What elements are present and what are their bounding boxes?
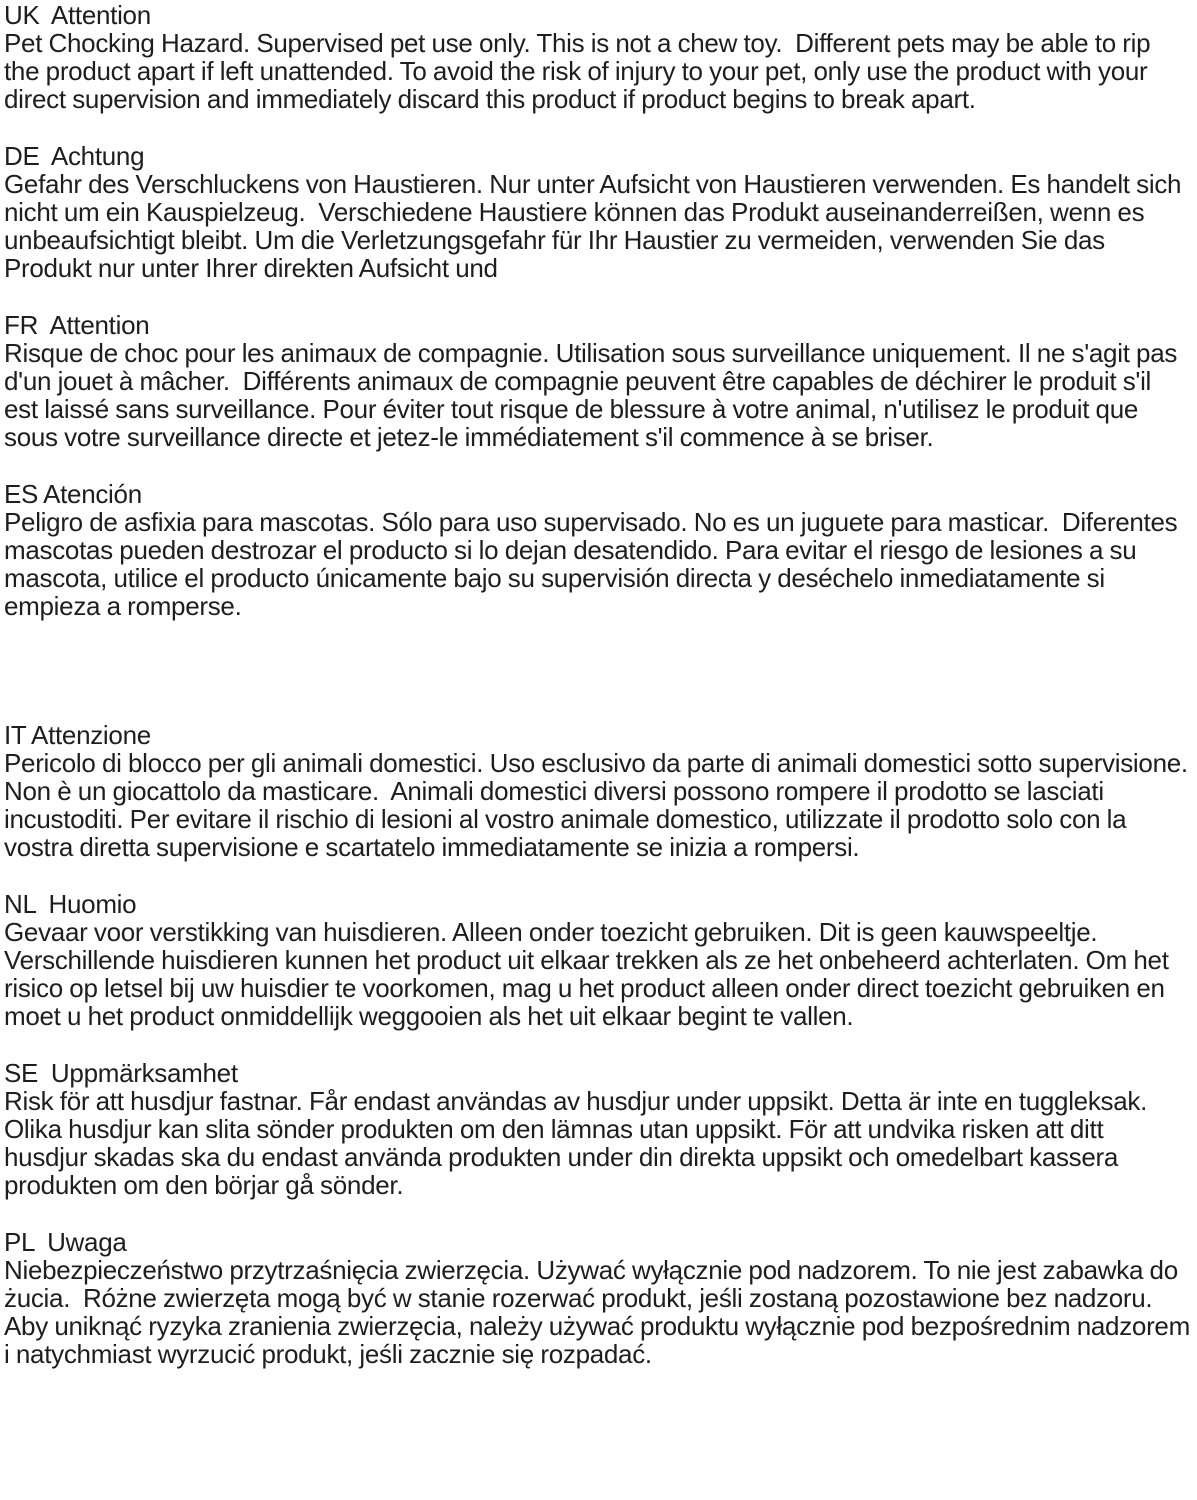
section-body-nl: Gevaar voor verstikking van huisdieren. Alleen onder toezicht gebruiken. Dit is geen kauwspeeltje. Verschillende huisdieren kunnen het product uit elkaar trekken als ze het onbeheerd achterlaten. Om het risico op letsel bij uw huisdier te voorkomen, mag u het product alleen onder direct toezicht gebruiken en moet u het product onmiddellijk weggooien als het uit elkaar begint te vallen. xyxy=(4,917,1176,1031)
section-header-pl: PL Uwaga xyxy=(4,1227,127,1257)
warning-section-it xyxy=(4,720,1195,862)
section-header-es: ES Atención xyxy=(4,479,142,509)
section-body-it: Pericolo di blocco per gli animali domestici. Uso esclusivo da parte di animali domestici sotto supervisione. Non è un giocattolo da masticare. Animali domestici diversi possono rompere il prodotto se lasciati incustoditi. Per evitare il rischio di lesioni al vostro animale domestico, utilizzate il prodotto solo con la vostra diretta supervisione e scartatelo immediatamente se inizia a rompersi. xyxy=(4,748,1195,862)
section-body-uk: Pet Chocking Hazard. Supervised pet use only. This is not a chew toy. Different pets may be able to rip the product apart if left unattended. To avoid the risk of injury to your pet, only use the product with your direct supervision and immediately discard this product if product begins to break apart. xyxy=(4,28,1157,114)
section-body-es: Peligro de asfixia para mascotas. Sólo para uso supervisado. No es un juguete para masticar. Diferentes mascotas pueden destrozar el producto si lo dejan desatendido. Para evitar el riesgo de lesiones a su mascota, utilice el producto únicamente bajo su supervisión directa y deséchelo inmediatamente si empieza a romperse. xyxy=(4,507,1184,621)
section-body-pl: Niebezpieczeństwo przytrzaśnięcia zwierzęcia. Używać wyłącznie pod nadzorem. To nie jest zabawka do żucia. Różne zwierzęta mogą być w stanie rozerwać produkt, jeśli zostaną pozostawione bez nadzoru. Aby uniknąć ryzyka zranienia zwierzęcia, należy używać produktu wyłącznie pod bezpośrednim nadzorem i natychmiast wyrzucić produkt, jeśli zacznie się rozpadać. xyxy=(4,1255,1197,1369)
warning-section-nl xyxy=(4,890,1191,1030)
section-header-se: SE Uppmärksamhet xyxy=(4,1058,238,1088)
warning-section-es xyxy=(4,480,1191,620)
section-header-uk: UK Attention xyxy=(4,0,151,30)
warning-section-fr xyxy=(4,311,1191,451)
section-body-fr: Risque de choc pour les animaux de compagnie. Utilisation sous surveillance uniquement. Il ne s'agit pas d'un jouet à mâcher. Différents animaux de compagnie peuvent être capables de déchirer le produit s'il est laissé sans surveillance. Pour éviter tout risque de blessure à votre animal, n'utilisez le produit que sous votre surveillance directe et jetez-le immédiatement s'il commence à se briser. xyxy=(4,338,1184,452)
section-header-it: IT Attenzione xyxy=(4,720,151,750)
warning-section-se xyxy=(4,1059,1191,1199)
section-body-se: Risk för att husdjur fastnar. Får endast användas av husdjur under uppsikt. Detta är inte en tuggleksak. Olika husdjur kan slita sönder produkten om den lämnas utan uppsikt. För att undvika risken att ditt husdjur skadas ska du endast använda produkten under din direkta uppsikt och omedelbart kassera produkten om den börjar gå sönder. xyxy=(4,1086,1160,1200)
warning-section-uk xyxy=(4,1,1191,113)
section-header-fr: FR Attention xyxy=(4,310,150,340)
section-body-de: Gefahr des Verschluckens von Haustieren. Nur unter Aufsicht von Haustieren verwenden. Es handelt sich nicht um ein Kauspielzeug. Verschiedene Haustiere können das Produkt auseinanderreißen, wenn es unbeaufsichtigt bleibt. Um die Verletzungsgefahr für Ihr Haustier zu vermeiden, verwenden Sie das Produkt nur unter Ihrer direkten Aufsicht und xyxy=(4,169,1188,283)
warning-section-de xyxy=(4,142,1191,282)
section-header-nl: NL Huomio xyxy=(4,889,137,919)
section-header-de: DE Achtung xyxy=(4,141,145,171)
warning-section-pl xyxy=(4,1227,1197,1369)
